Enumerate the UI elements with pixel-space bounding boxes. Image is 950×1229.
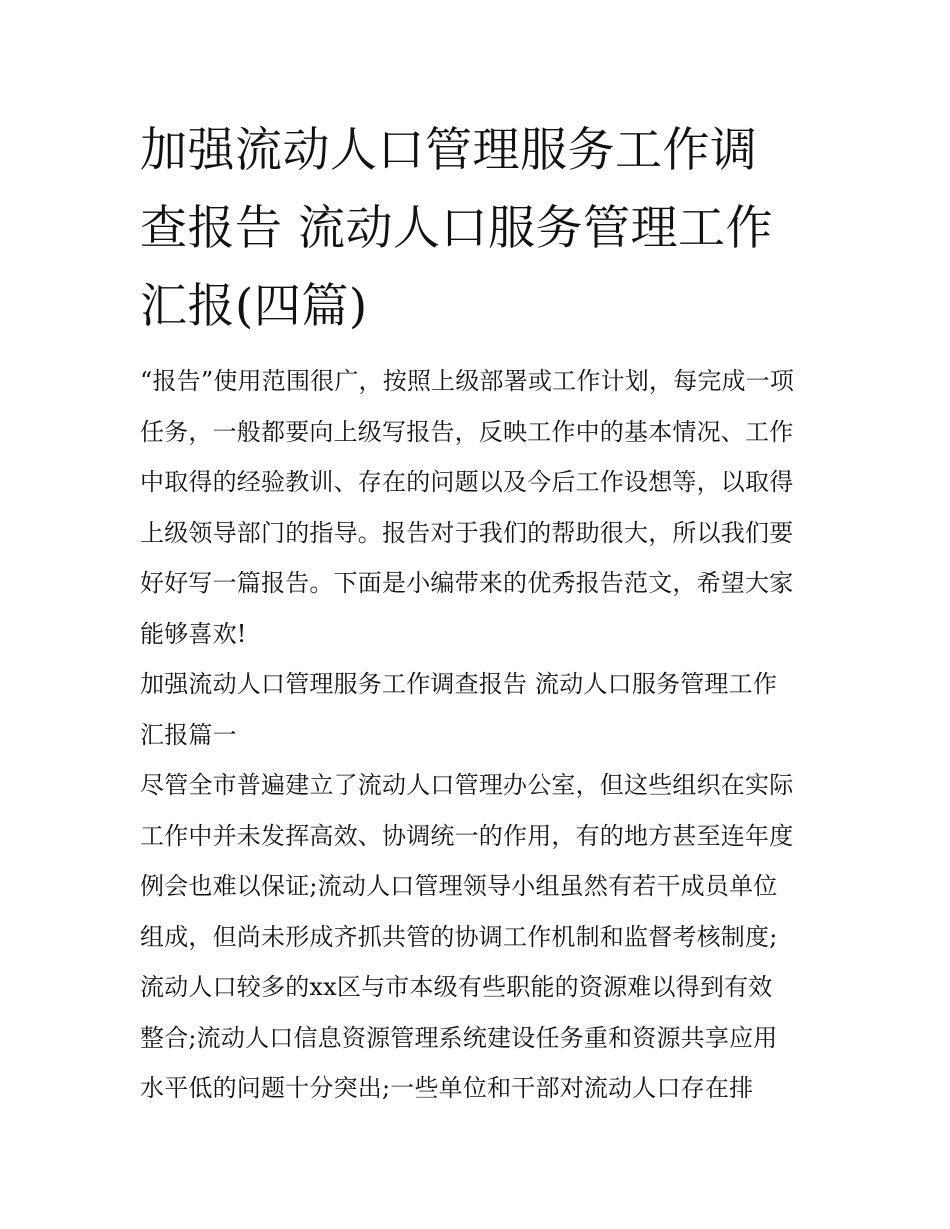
body-text-line: 尽管全市普遍建立了流动人口管理办公室，但这些组织在实际 <box>140 771 794 799</box>
body-text-line: 例会也难以保证;流动人口管理领导小组虽然有若干成员单位 <box>140 872 778 900</box>
intro-line: 任务，一般都要向上级写报告，反映工作中的基本情况、工作 <box>140 417 794 446</box>
intro-line: 上级领导部门的指导。报告对于我们的帮助很大，所以我们要 <box>140 518 794 547</box>
section-heading-line: 加强流动人口管理服务工作调查报告 流动人口服务管理工作 <box>140 670 778 698</box>
intro-line: “报告”使用范围很广，按照上级部署或工作计划，每完成一项 <box>140 367 795 395</box>
intro-line: 中取得的经验教训、存在的问题以及今后工作设想等，以取得 <box>140 468 794 496</box>
document-title <box>140 112 820 346</box>
title-line: 加强流动人口管理服务工作调 <box>140 123 758 178</box>
body-text-line: 整合;流动人口信息资源管理系统建设任务重和资源共享应用 <box>140 1023 778 1052</box>
body-text-line: 工作中并未发挥高效、协调统一的作用，有的地方甚至连年度 <box>140 821 794 850</box>
title-line: 查报告 流动人口服务管理工作 <box>140 201 773 256</box>
section-heading-line: 汇报篇一 <box>140 720 237 749</box>
document-body <box>140 356 820 1114</box>
body-text-line: 水平低的问题十分突出;一些单位和干部对流动人口存在排 <box>140 1074 754 1102</box>
intro-line: 好好写一篇报告。下面是小编带来的优秀报告范文，希望大家 <box>140 569 794 597</box>
document-content <box>140 112 820 1114</box>
title-line: 汇报(四篇) <box>140 279 368 334</box>
body-text-line: 组成，但尚未形成齐抓共管的协调工作机制和监督考核制度; <box>140 922 778 951</box>
body-text-line: 流动人口较多的xx区与市本级有些职能的资源难以得到有效 <box>140 973 773 1001</box>
intro-line: 能够喜欢! <box>140 619 247 648</box>
